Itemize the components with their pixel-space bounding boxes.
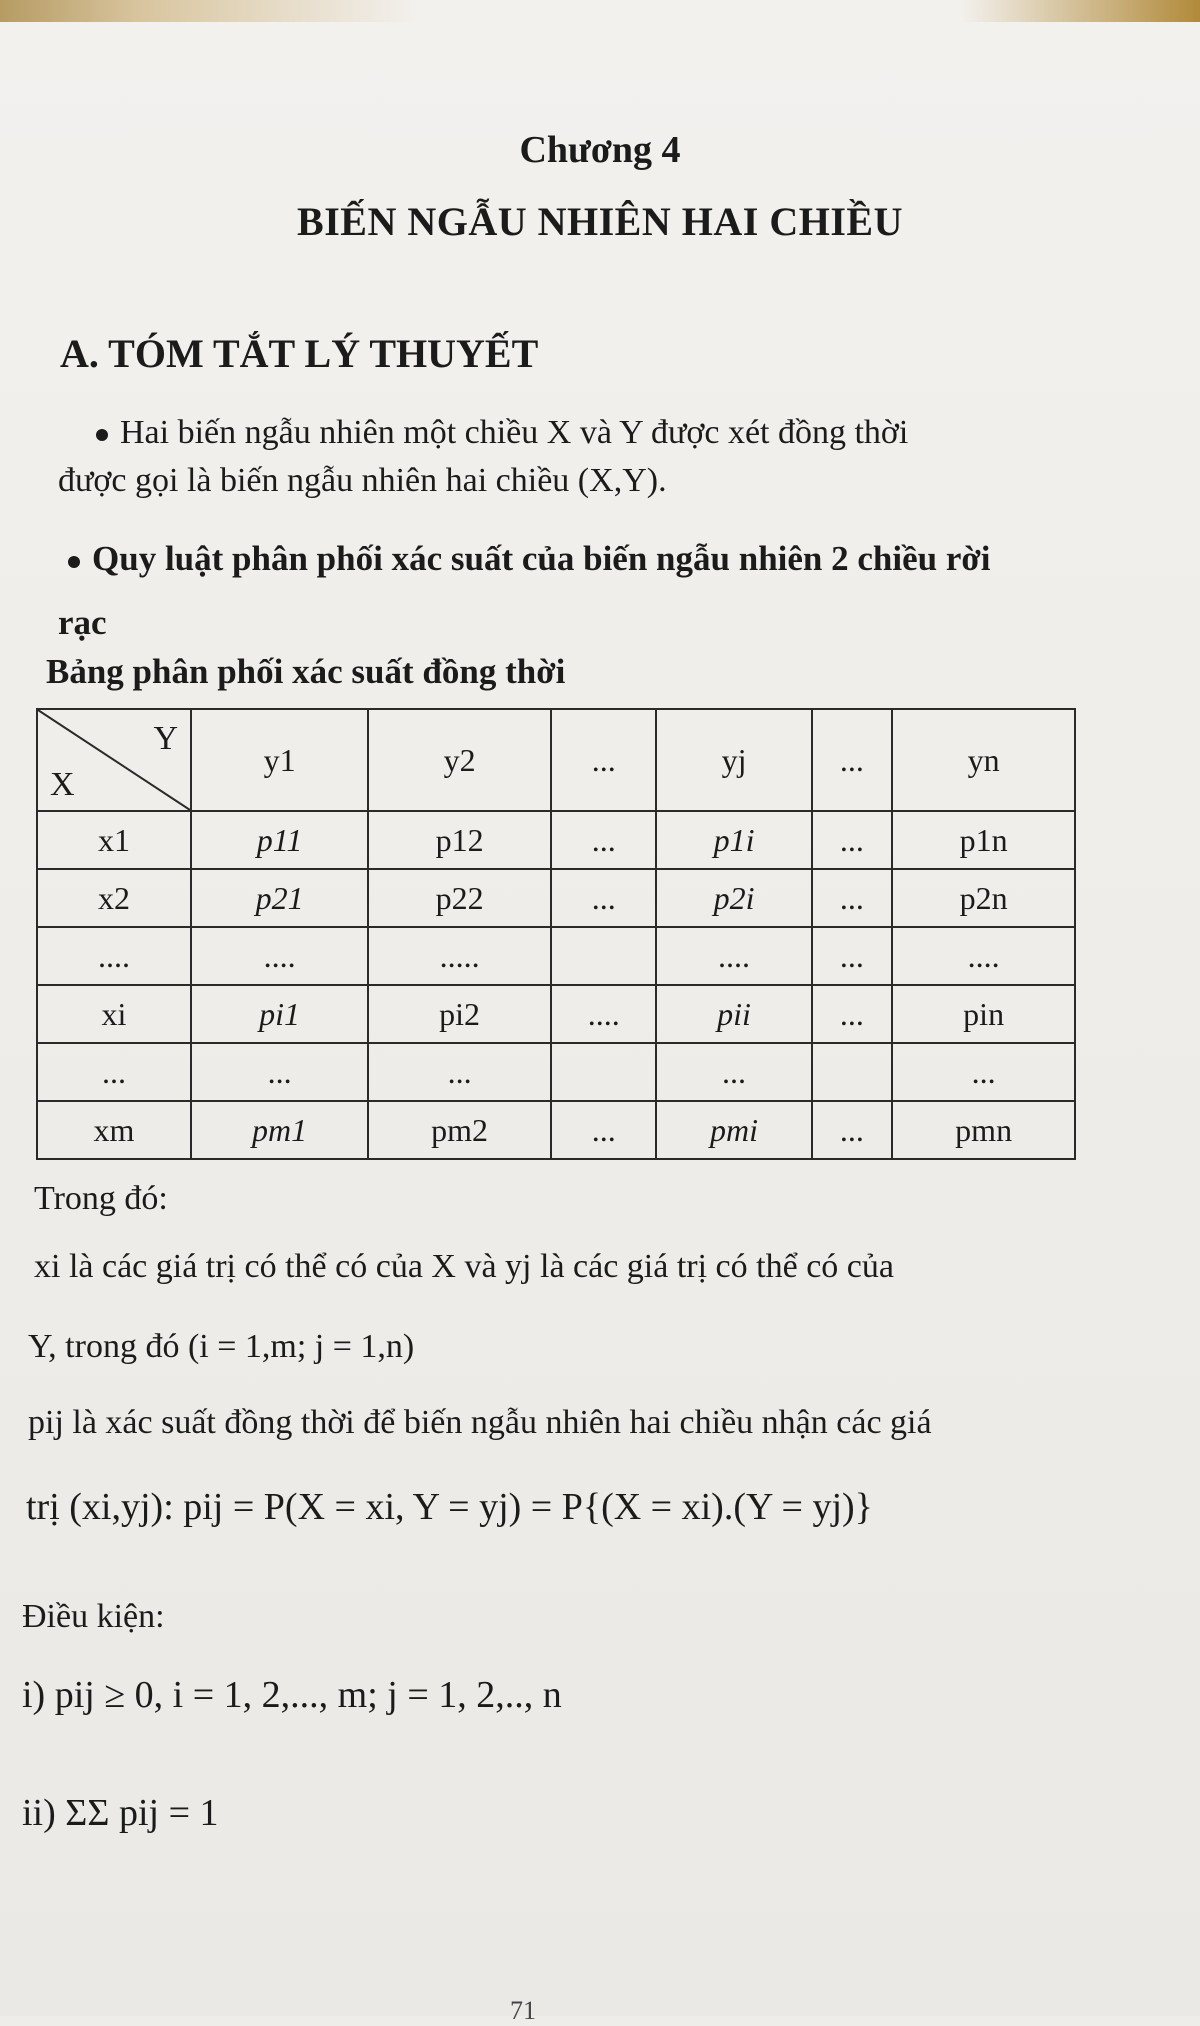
bullet-dot-icon <box>68 556 80 568</box>
table-cell: .... <box>656 927 811 985</box>
table-cell: p22 <box>368 869 551 927</box>
table-cell: ... <box>551 1101 657 1159</box>
table-row <box>37 811 1075 869</box>
table-cell <box>551 927 657 985</box>
table-cell: pin <box>892 985 1075 1043</box>
bullet-paragraph-2 <box>68 536 991 582</box>
table-cell: ... <box>191 1043 368 1101</box>
table-cell: ... <box>812 927 893 985</box>
pij-formula-line: trị (xi,yj): pij = P(X = xi, Y = yj) = P{(X = xi).(Y = yj)} <box>26 1486 873 1528</box>
condition-heading: Điều kiện: <box>22 1598 165 1635</box>
table-cell: p21 <box>191 869 368 927</box>
table-cell: .... <box>37 927 191 985</box>
table-title: Bảng phân phối xác suất đồng thời <box>46 652 566 691</box>
table-cell: ... <box>551 869 657 927</box>
table-row <box>37 985 1075 1043</box>
trong-do-label: Trong đó: <box>34 1180 168 1217</box>
table-row <box>37 1101 1075 1159</box>
table-cell: pii <box>656 985 811 1043</box>
table-cell: .... <box>191 927 368 985</box>
condition-1: i) pij ≥ 0, i = 1, 2,..., m; j = 1, 2,.., n <box>22 1674 562 1716</box>
condition-2: ii) ΣΣ pij = 1 <box>22 1792 219 1834</box>
section-heading-a: A. TÓM TẮT LÝ THUYẾT <box>60 331 539 376</box>
table-cell: xm <box>37 1101 191 1159</box>
bullet-dot-icon <box>96 429 108 441</box>
table-row <box>37 1043 1075 1101</box>
header-cell: y1 <box>191 709 368 811</box>
table-cell: .... <box>551 985 657 1043</box>
table-cell: p12 <box>368 811 551 869</box>
table-cell: pm1 <box>191 1101 368 1159</box>
table-cell: ... <box>812 1101 893 1159</box>
header-cell: ... <box>551 709 657 811</box>
header-cell: yj <box>656 709 811 811</box>
corner-label-y: Y <box>153 720 178 757</box>
corner-label-x: X <box>50 766 75 803</box>
table-cell: ... <box>551 811 657 869</box>
bullet1-line1: Hai biến ngẫu nhiên một chiều X và Y được xét đồng thời <box>120 414 909 451</box>
chapter-heading: Chương 4 <box>519 129 681 171</box>
table-cell: pi1 <box>191 985 368 1043</box>
table-cell: p1n <box>892 811 1075 869</box>
table-cell <box>551 1043 657 1101</box>
table-cell: pm2 <box>368 1101 551 1159</box>
pij-definition-line: pij là xác suất đồng thời để biến ngẫu nhiên hai chiều nhận các giá <box>28 1404 932 1441</box>
table-cell: xi <box>37 985 191 1043</box>
table-cell: ..... <box>368 927 551 985</box>
table-cell: .... <box>892 927 1075 985</box>
chapter-title: BIẾN NGẪU NHIÊN HAI CHIỀU <box>297 199 903 244</box>
y-range-line: Y, trong đó (i = 1,m; j = 1,n) <box>28 1328 415 1365</box>
table-cell: x2 <box>37 869 191 927</box>
table-cell: p2i <box>656 869 811 927</box>
header-cell: yn <box>892 709 1075 811</box>
table-row <box>37 927 1075 985</box>
table-cell: pi2 <box>368 985 551 1043</box>
corner-cell <box>37 709 191 811</box>
table-cell: pmi <box>656 1101 811 1159</box>
page-number: 71 <box>510 1996 536 2025</box>
table-cell: p2n <box>892 869 1075 927</box>
table-row <box>37 869 1075 927</box>
table-cell: p1i <box>656 811 811 869</box>
table-header-row <box>37 709 1075 811</box>
page-edge-shadow <box>0 0 1200 22</box>
bullet2-line2: rạc <box>58 603 107 642</box>
joint-distribution-table <box>36 708 1076 1160</box>
table-cell: p11 <box>191 811 368 869</box>
table-cell: ... <box>812 811 893 869</box>
bullet-paragraph-1 <box>96 410 1096 456</box>
bullet1-line2: được gọi là biến ngẫu nhiên hai chiều (X,Y). <box>58 462 667 499</box>
table-cell: ... <box>656 1043 811 1101</box>
xi-definition-line: xi là các giá trị có thể có của X và yj là các giá trị có thể có của <box>34 1248 894 1285</box>
table-cell: ... <box>892 1043 1075 1101</box>
table-cell <box>812 1043 893 1101</box>
header-cell: y2 <box>368 709 551 811</box>
table-cell: ... <box>37 1043 191 1101</box>
bullet2-line1: Quy luật phân phối xác suất của biến ngẫu nhiên 2 chiều rời <box>92 539 991 578</box>
table-cell: pmn <box>892 1101 1075 1159</box>
table-cell: ... <box>812 869 893 927</box>
table-cell: ... <box>368 1043 551 1101</box>
header-cell: ... <box>812 709 893 811</box>
table-cell: x1 <box>37 811 191 869</box>
table-cell: ... <box>812 985 893 1043</box>
